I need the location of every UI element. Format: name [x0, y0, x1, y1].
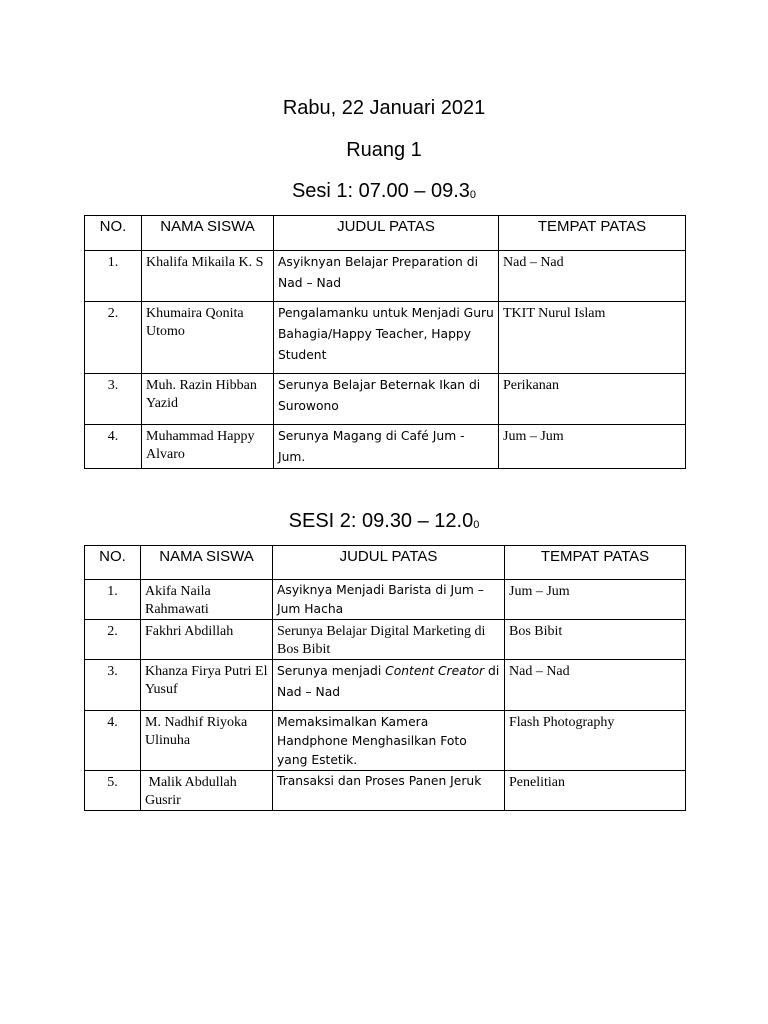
session1-heading-text: Sesi 1: 07.00 – 09.3: [291, 180, 470, 202]
table-row: [85, 251, 686, 302]
cell-nama: Khumaira Qonita Utomo: [142, 302, 274, 374]
cell-no: 2.: [85, 620, 141, 660]
cell-judul: Serunya Magang di Café Jum - Jum.: [274, 425, 499, 469]
table-row: [85, 302, 686, 374]
col-header-judul: JUDUL PATAS: [274, 216, 499, 251]
cell-nama: M. Nadhif Riyoka Ulinuha: [141, 711, 273, 771]
cell-tempat: Bos Bibit: [505, 620, 686, 660]
cell-no: 4.: [85, 711, 141, 771]
table-row: [85, 580, 686, 620]
date-heading: Rabu, 22 Januari 2021: [282, 97, 486, 119]
session2-header-row: [85, 546, 686, 580]
col-header-tempat: TEMPAT PATAS: [505, 546, 686, 580]
cell-nama: Muh. Razin Hibban Yazid: [142, 374, 274, 425]
cell-judul: Serunya Belajar Beternak Ikan di Surowono: [274, 374, 499, 425]
session1-header-row: [85, 216, 686, 251]
col-header-tempat: TEMPAT PATAS: [499, 216, 686, 251]
cell-judul: Asyiknya Menjadi Barista di Jum – Jum Hacha: [273, 580, 505, 620]
judul-text-end: di Nad – Nad: [277, 664, 500, 699]
session1-heading: [0, 179, 768, 207]
session1-table: [84, 215, 686, 469]
col-header-no: NO.: [85, 546, 141, 580]
session2-table: [84, 545, 686, 811]
col-header-judul: JUDUL PATAS: [273, 546, 505, 580]
cell-tempat: Penelitian: [505, 771, 686, 811]
cell-judul: Pengalamanku untuk Menjadi Guru Bahagia/Happy Teacher, Happy Student: [274, 302, 499, 374]
cell-no: 4.: [85, 425, 142, 469]
cell-tempat: Nad – Nad: [505, 660, 686, 711]
cell-judul: Asyiknyan Belajar Preparation di Nad – Nad: [274, 251, 499, 302]
cell-tempat: Jum – Jum: [505, 580, 686, 620]
session2-heading-suffix: 0: [473, 519, 480, 531]
table-row: [85, 660, 686, 711]
cell-judul: Memaksimalkan Kamera Handphone Menghasilkan Foto yang Estetik.: [273, 711, 505, 771]
cell-no: 3.: [85, 374, 142, 425]
cell-tempat: Nad – Nad: [499, 251, 686, 302]
cell-tempat: Jum – Jum: [499, 425, 686, 469]
judul-text-italic: Content Creator: [385, 664, 485, 678]
cell-no: 2.: [85, 302, 142, 374]
cell-tempat: Perikanan: [499, 374, 686, 425]
col-header-nama: NAMA SISWA: [142, 216, 274, 251]
room-heading: Ruang 1: [346, 139, 422, 161]
cell-judul: Transaksi dan Proses Panen Jeruk: [273, 771, 505, 811]
cell-judul: [273, 660, 505, 711]
cell-nama: Malik Abdullah Gusrir: [141, 771, 273, 811]
col-header-no: NO.: [85, 216, 142, 251]
session1-heading-suffix: 0: [469, 189, 477, 201]
col-header-nama: NAMA SISWA: [141, 546, 273, 580]
cell-nama: Khalifa Mikaila K. S: [142, 251, 274, 302]
cell-tempat: Flash Photography: [505, 711, 686, 771]
table-row: [85, 374, 686, 425]
table-row: [85, 425, 686, 469]
table-row: [85, 771, 686, 811]
session2-heading: [0, 509, 768, 537]
cell-nama: Khanza Firya Putri El Yusuf: [141, 660, 273, 711]
cell-no: 1.: [85, 251, 142, 302]
cell-no: 5.: [85, 771, 141, 811]
judul-text-start: Serunya menjadi: [277, 664, 386, 678]
cell-tempat: TKIT Nurul Islam: [499, 302, 686, 374]
cell-nama: Fakhri Abdillah: [141, 620, 273, 660]
cell-no: 1.: [85, 580, 141, 620]
cell-nama: Akifa Naila Rahmawati: [141, 580, 273, 620]
table-row: [85, 620, 686, 660]
cell-judul: Serunya Belajar Digital Marketing di Bos Bibit: [273, 620, 505, 660]
session2-heading-text: SESI 2: 09.30 – 12.0: [288, 510, 474, 532]
cell-nama: Muhammad Happy Alvaro: [142, 425, 274, 469]
cell-no: 3.: [85, 660, 141, 711]
table-row: [85, 711, 686, 771]
